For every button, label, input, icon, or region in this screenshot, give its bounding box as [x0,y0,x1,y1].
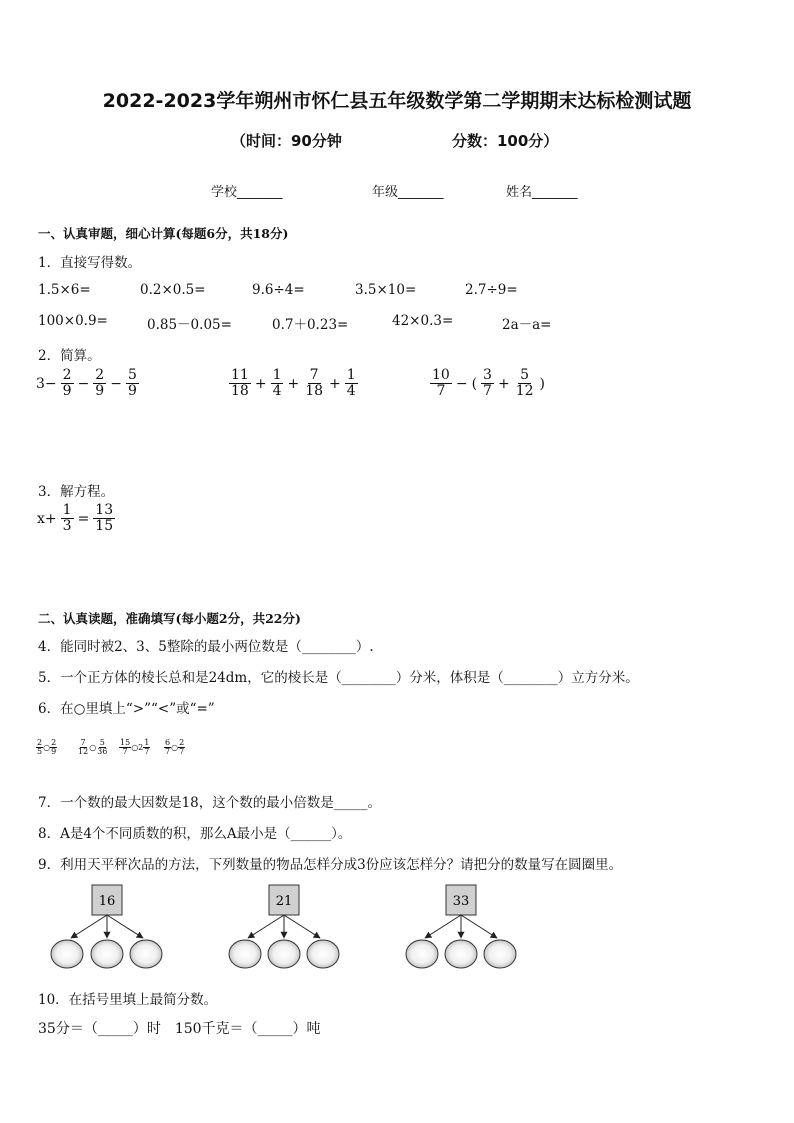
fraction [61,503,74,535]
box-number: 33 [452,894,470,909]
equals-sign: = [77,510,90,527]
denominator: 12 [515,383,534,400]
arrow [461,915,497,938]
answer-circle[interactable] [445,940,477,968]
paren-close: ) [539,375,545,392]
fraction [229,368,251,400]
numerator: 5 [99,738,105,747]
answer-circle[interactable] [268,940,300,968]
question-7: 7．一个数的最大因数是18，这个数的最小倍数是_____。 [38,795,382,811]
compare-item [119,739,150,757]
compare-item [36,739,57,757]
denominator: 7 [122,747,128,757]
equation [37,503,115,535]
tree-16 [51,885,162,968]
calc-item: 2a－a= [502,317,552,333]
compare-circle[interactable]: ○ [89,743,97,753]
denominator: 4 [346,383,356,400]
operator: + [254,375,267,392]
name-field: 姓名_______ [506,185,578,200]
denominator: 7 [436,383,446,400]
calc-item: 0.85－0.05= [147,317,232,333]
balance-tree-diagrams [40,880,530,975]
answer-circle[interactable] [307,940,339,968]
fraction [36,739,43,757]
exam-time: （时间：90分钟 [231,132,342,150]
denominator: 36 [97,747,108,757]
operator: − [110,375,122,392]
paren-open: ( [471,375,478,392]
question-4: 4．能同时被2、3、5整除的最小两位数是（________）. [38,639,374,655]
operator: − [77,375,90,392]
question-label: 3．解方程。 [38,484,115,500]
denominator: 12 [78,747,89,757]
grade-field: 年级_______ [372,185,444,200]
fraction [119,739,131,757]
operator: + [287,375,300,392]
fraction [143,739,150,757]
answer-circle[interactable] [406,940,438,968]
numerator: 1 [62,502,72,518]
fraction [93,368,106,400]
section-heading: 二、认真读题，准确填写(每小题2分，共22分) [38,611,301,626]
question-9: 9．利用天平秤次品的方法，下列数量的物品怎样分成3份应该怎样分？请把分的数量写在圆圈里。 [38,857,623,873]
fraction [126,368,139,400]
arrow [107,915,143,938]
numerator: 15 [120,738,131,747]
fraction [481,368,494,400]
numerator: 1 [346,367,356,383]
denominator: 9 [127,383,137,400]
numerator: 2 [179,738,185,747]
denominator: 9 [62,383,72,400]
operator: 3− [36,375,57,392]
calc-item: 100×0.9= [38,313,108,329]
equation-lead: x+ [37,510,57,527]
numerator: 11 [231,367,249,383]
question-10: 10．在括号里填上最简分数。 [38,992,218,1008]
denominator: 9 [95,383,105,400]
denominator: 15 [95,518,114,535]
calc-item: 2.7÷9= [465,282,518,298]
fraction [303,368,325,400]
denominator: 9 [51,747,57,757]
fraction [96,739,108,757]
fraction [61,368,74,400]
school-field: 学校_______ [211,185,283,200]
question-label: 2．简算。 [38,348,101,364]
operator: − [455,375,468,392]
page-title: 2022-2023学年朔州市怀仁县五年级数学第二学期期末达标检测试题 [102,90,692,112]
denominator: 7 [144,747,150,757]
question-10-blanks: 35分＝（_____）时 150千克＝（_____）吨 [38,1021,321,1037]
fraction [345,368,358,400]
calc-item: 9.6÷4= [252,282,305,298]
fraction [164,739,171,757]
compare-item [164,739,185,757]
numerator: 2 [62,367,72,383]
simplify-expression-2 [229,368,358,400]
tree-21 [229,885,339,968]
numerator: 5 [520,367,530,383]
question-8: 8．A是4个不同质数的积，那么A最小是（______）。 [38,826,352,842]
denominator: 7 [165,747,171,757]
numerator: 2 [51,738,57,747]
compare-item [77,739,108,757]
simplify-expression-3 [430,368,545,400]
numerator: 1 [272,367,282,383]
operator: + [497,375,510,392]
arrow [71,915,107,938]
arrow [284,915,320,938]
numerator: 5 [127,367,137,383]
operator: + [329,375,341,392]
section-heading: 一、认真审题，细心计算(每题6分，共18分) [38,226,289,241]
fraction [93,503,115,535]
arrow [248,915,284,938]
fraction [514,368,536,400]
answer-circle[interactable] [91,940,123,968]
fraction [50,739,57,757]
box-number: 21 [275,894,293,909]
denominator: 18 [305,383,324,400]
denominator: 7 [483,383,492,400]
denominator: 5 [37,747,43,757]
box-number: 16 [98,894,116,909]
question-5: 5．一个正方体的棱长总和是24dm，它的棱长是（________）分米，体积是（________）立方分米。 [38,670,639,686]
numerator: 7 [309,367,319,383]
fraction [271,368,284,400]
fraction [77,739,89,757]
numerator: 13 [95,502,114,518]
simplify-expression-1 [36,368,139,400]
denominator: 18 [231,383,249,400]
answer-circle[interactable] [51,940,83,968]
question-6: 6．在○里填上“>”“<”或“=” [38,701,215,717]
numerator: 3 [483,367,492,383]
answer-circle[interactable] [484,940,516,968]
answer-circle[interactable] [130,940,162,968]
denominator: 7 [179,747,185,757]
compare-circle[interactable]: ○ [43,743,51,753]
numerator: 2 [95,367,105,383]
numerator: 6 [165,738,171,747]
calc-item: 42×0.3= [392,313,454,329]
numerator: 7 [80,738,86,747]
exam-score: 分数：100分） [452,132,559,150]
denominator: 3 [62,518,72,535]
compare-circle[interactable]: ○2 [131,743,144,753]
question-label: 1．直接写得数。 [38,255,142,271]
compare-circle[interactable]: ○ [171,743,179,753]
calc-item: 3.5×10= [355,282,417,298]
fraction [178,739,185,757]
numerator: 10 [432,367,450,383]
answer-circle[interactable] [229,940,261,968]
numerator: 1 [144,738,150,747]
calc-item: 0.2×0.5= [140,282,206,298]
calc-item: 0.7＋0.23= [272,317,349,333]
tree-33 [406,885,516,968]
fraction [430,368,452,400]
denominator: 4 [272,383,282,400]
numerator: 2 [37,738,43,747]
calc-item: 1.5×6= [38,282,91,298]
arrow [425,915,461,938]
